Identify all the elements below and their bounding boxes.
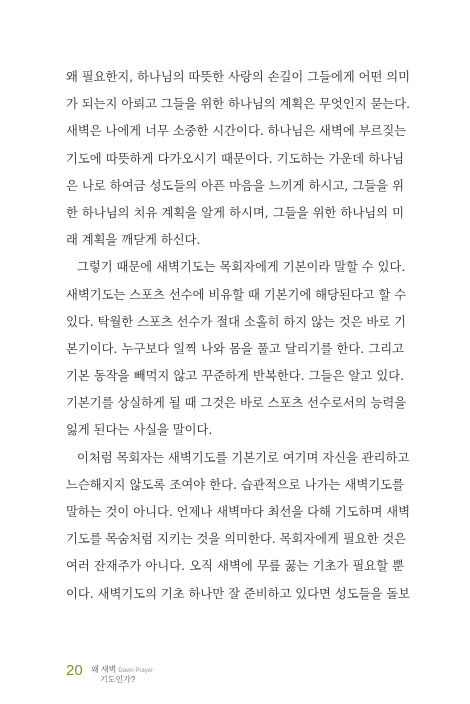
text-line: 본기이다. 누구보다 일찍 나와 몸을 풀고 달리기를 한다. 그리고 bbox=[66, 341, 404, 356]
text-line: 한 하나님의 치유 계획을 알게 하시며, 그들을 위한 하나님의 미 bbox=[66, 205, 404, 220]
text-line: 기본 동작을 빼먹지 않고 꾸준하게 반복한다. 그들은 알고 있다. bbox=[66, 369, 404, 384]
text-line: 은 나로 하여금 성도들의 아픈 마음을 느끼게 하시고, 그들을 위 bbox=[66, 178, 404, 193]
text-line: 기도에 따뜻하게 다가오시기 때문이다. 기도하는 가운데 하나님 bbox=[66, 151, 404, 166]
text-line: 말하는 것이 아니다. 언제나 새벽마다 최선을 다해 기도하며 새벽 bbox=[66, 505, 411, 519]
text-line: 가 되는지 아뢰고 그들을 위한 하나님의 계획은 무엇인지 묻는다. bbox=[66, 97, 411, 112]
text-line: 여러 잔재주가 아니다. 오직 새벽에 무릎 꿇는 기초가 필요할 뿐 bbox=[66, 559, 404, 574]
running-title-line2: 기도인가? bbox=[100, 675, 136, 684]
text-line: 그렇기 때문에 새벽기도는 목회자에게 기본이라 말할 수 있다. bbox=[77, 260, 406, 275]
text-line: 왜 필요한지, 하나님의 따뜻한 사랑의 손길이 그들에게 어떤 의미 bbox=[66, 70, 411, 84]
text-line: 느슨해지지 않도록 조여야 한다. 습관적으로 나가는 새벽기도를 bbox=[66, 477, 404, 492]
running-title-korean: 왜 새벽 bbox=[91, 665, 117, 674]
text-line: 이다. 새벽기도의 기초 하나만 잘 준비하고 있다면 성도들을 돌보 bbox=[66, 586, 411, 601]
text-line: 래 계획을 깨닫게 하신다. bbox=[66, 233, 201, 248]
text-line: 기본기를 상실하게 될 때 그것은 바로 스포츠 선수로서의 능력을 bbox=[66, 396, 407, 411]
text-line: 새벽은 나에게 너무 소중한 시간이다. 하나님은 새벽에 부르짖는 bbox=[66, 124, 407, 139]
paragraph bbox=[66, 64, 411, 254]
text-line: 잃게 된다는 사실을 말이다. bbox=[66, 423, 213, 438]
running-title-english: Dawn Prayer bbox=[118, 668, 154, 674]
text-line: 새벽기도는 스포츠 선수에 비유할 때 기본기에 해당된다고 할 수 bbox=[66, 287, 407, 302]
text-line: 기도를 목숨처럼 지키는 것을 의미한다. 목회자에게 필요한 것은 bbox=[66, 532, 407, 547]
paragraph bbox=[66, 445, 411, 608]
text-line: 이처럼 목회자는 새벽기도를 기본기로 여기며 자신을 관리하고 bbox=[77, 450, 410, 465]
text-line: 있다. 탁월한 스포츠 선수가 절대 소홀히 하지 않는 것은 바로 기 bbox=[66, 314, 406, 329]
paragraph bbox=[66, 254, 407, 444]
page-number: 20 bbox=[66, 662, 83, 679]
body-text bbox=[66, 64, 411, 608]
